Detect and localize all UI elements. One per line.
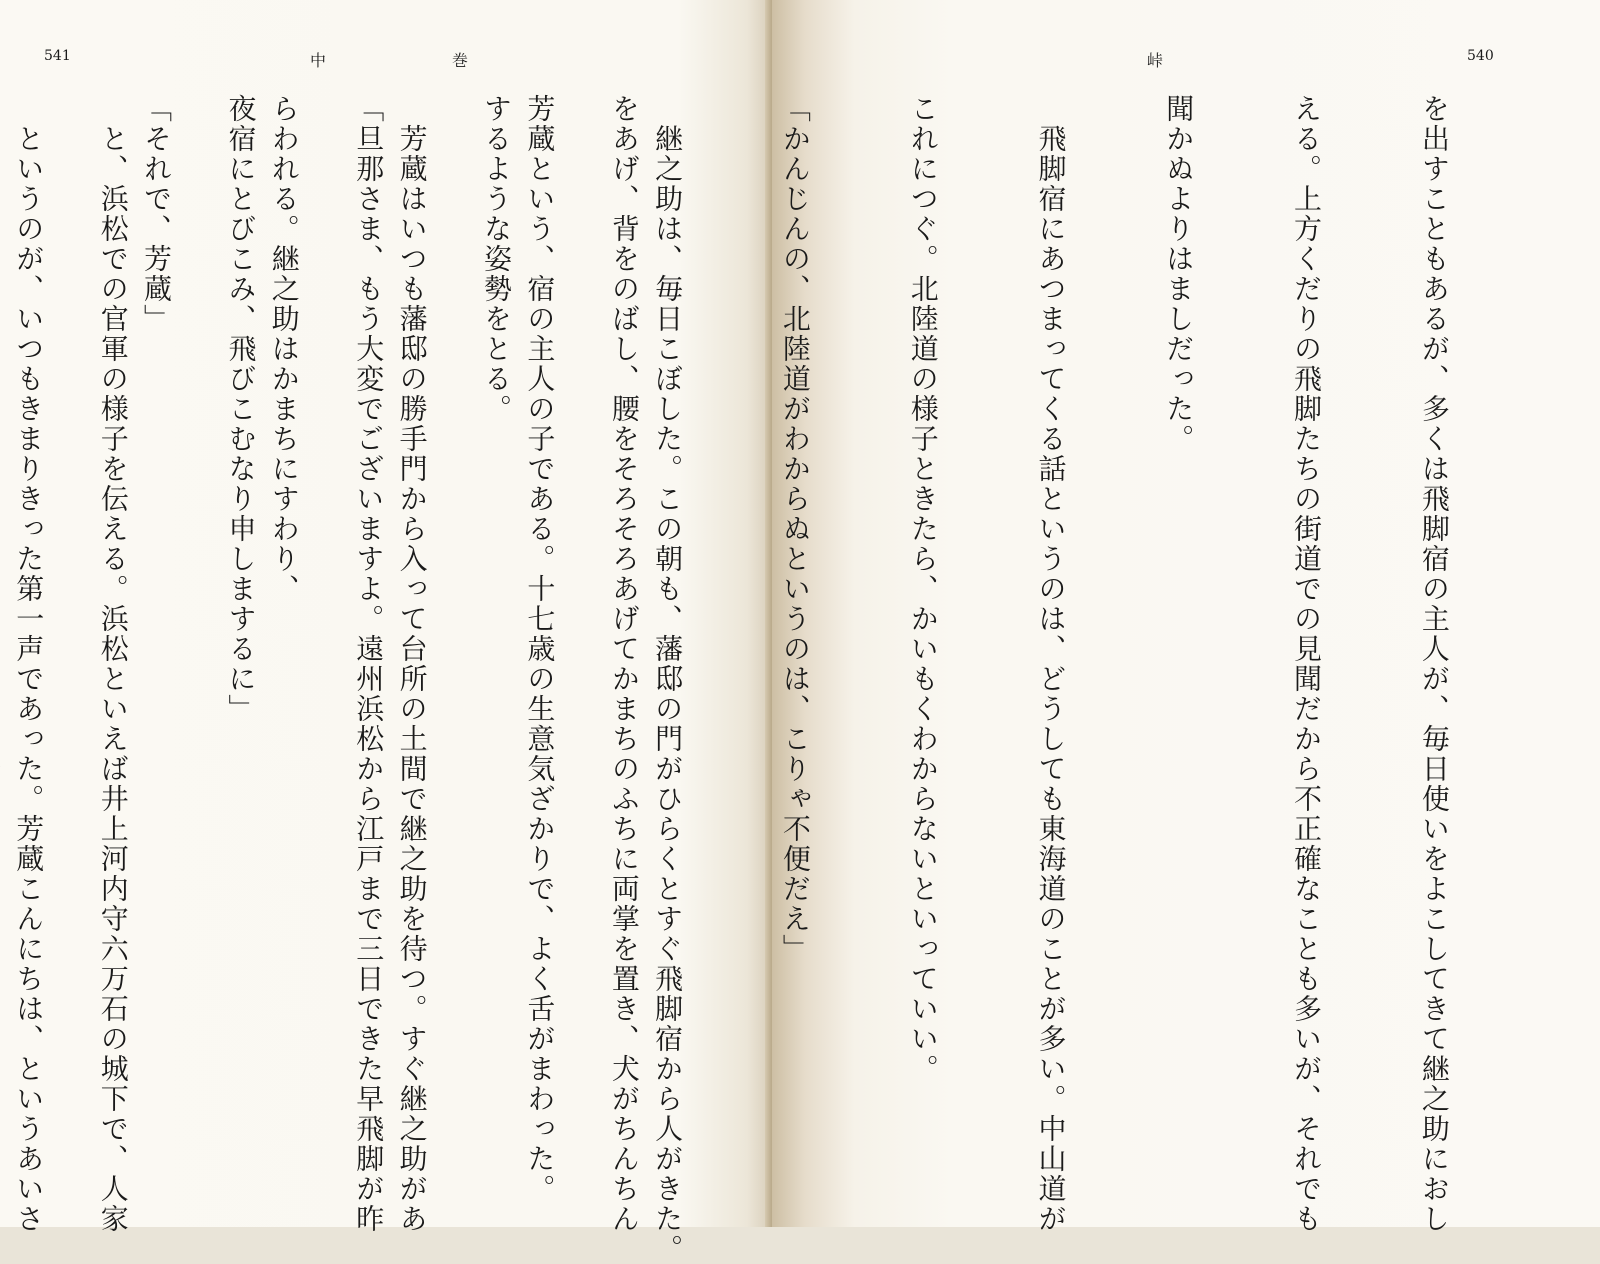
text-column: 「かんじんの、北陸道がわからぬというのは、こりゃ不便だえ」 (778, 94, 812, 964)
page-number-right: 540 (1467, 48, 1494, 64)
text-column: 聞かぬよりはましだった。 (1162, 94, 1196, 454)
text-column: するような姿勢をとる。 (480, 94, 514, 424)
text-column: 継之助は、毎日こぼした。この朝も、藩邸の門がひらくとすぐ飛脚宿から人がきた。 (651, 94, 685, 1264)
running-head-left-2: 巻 (452, 51, 469, 70)
text-column: をあげ、背をのばし、腰をそろそろあげてかまちのふちに両掌を置き、犬がちんちん (607, 94, 641, 1234)
running-head-right: 峠 (1147, 51, 1164, 70)
text-column: これにつぐ。北陸道の様子ときたら、かいもくわからないといっていい。 (906, 94, 940, 1084)
text-column: と、浜松での官軍の様子を伝える。浜松といえば井上河内守六万石の城下で、人家 (96, 94, 130, 1234)
text-column: 「それで、芳蔵」 (140, 94, 173, 334)
text-column: 芳蔵という、宿の主人の子である。十七歳の生意気ざかりで、よく舌がまわった。 (523, 94, 557, 1204)
text-column: を出すこともあるが、多くは飛脚宿の主人が、毎日使いをよこしてきて継之助におし (1417, 94, 1451, 1234)
running-head-left-1: 中 (310, 51, 327, 70)
text-column: 飛脚宿にあつまってくる話というのは、どうしても東海道のことが多い。中山道が (1034, 94, 1068, 1234)
text-column: らわれる。継之助はかまちにすわり、 (267, 94, 301, 604)
text-column: える。上方くだりの飛脚たちの街道での見聞だから不正確なことも多いが、それでも (1290, 94, 1324, 1234)
text-column: というのが、いつもきまりきった第一声であった。芳蔵こんにちは、というあいさ (12, 94, 46, 1234)
right-page-body (0, 94, 1540, 1264)
text-column: 芳蔵はいつも藩邸の勝手門から入って台所の土間で継之助を待つ。すぐ継之助があ (395, 94, 429, 1234)
text-column: 「旦那さま、もう大変でございますよ。遠州浜松から江戸まで三日できた早飛脚が昨 (352, 94, 386, 1234)
text-column: 夜宿にとびこみ、飛びこむなり申しまするに」 (224, 94, 258, 724)
page-number-left: 541 (44, 48, 71, 64)
